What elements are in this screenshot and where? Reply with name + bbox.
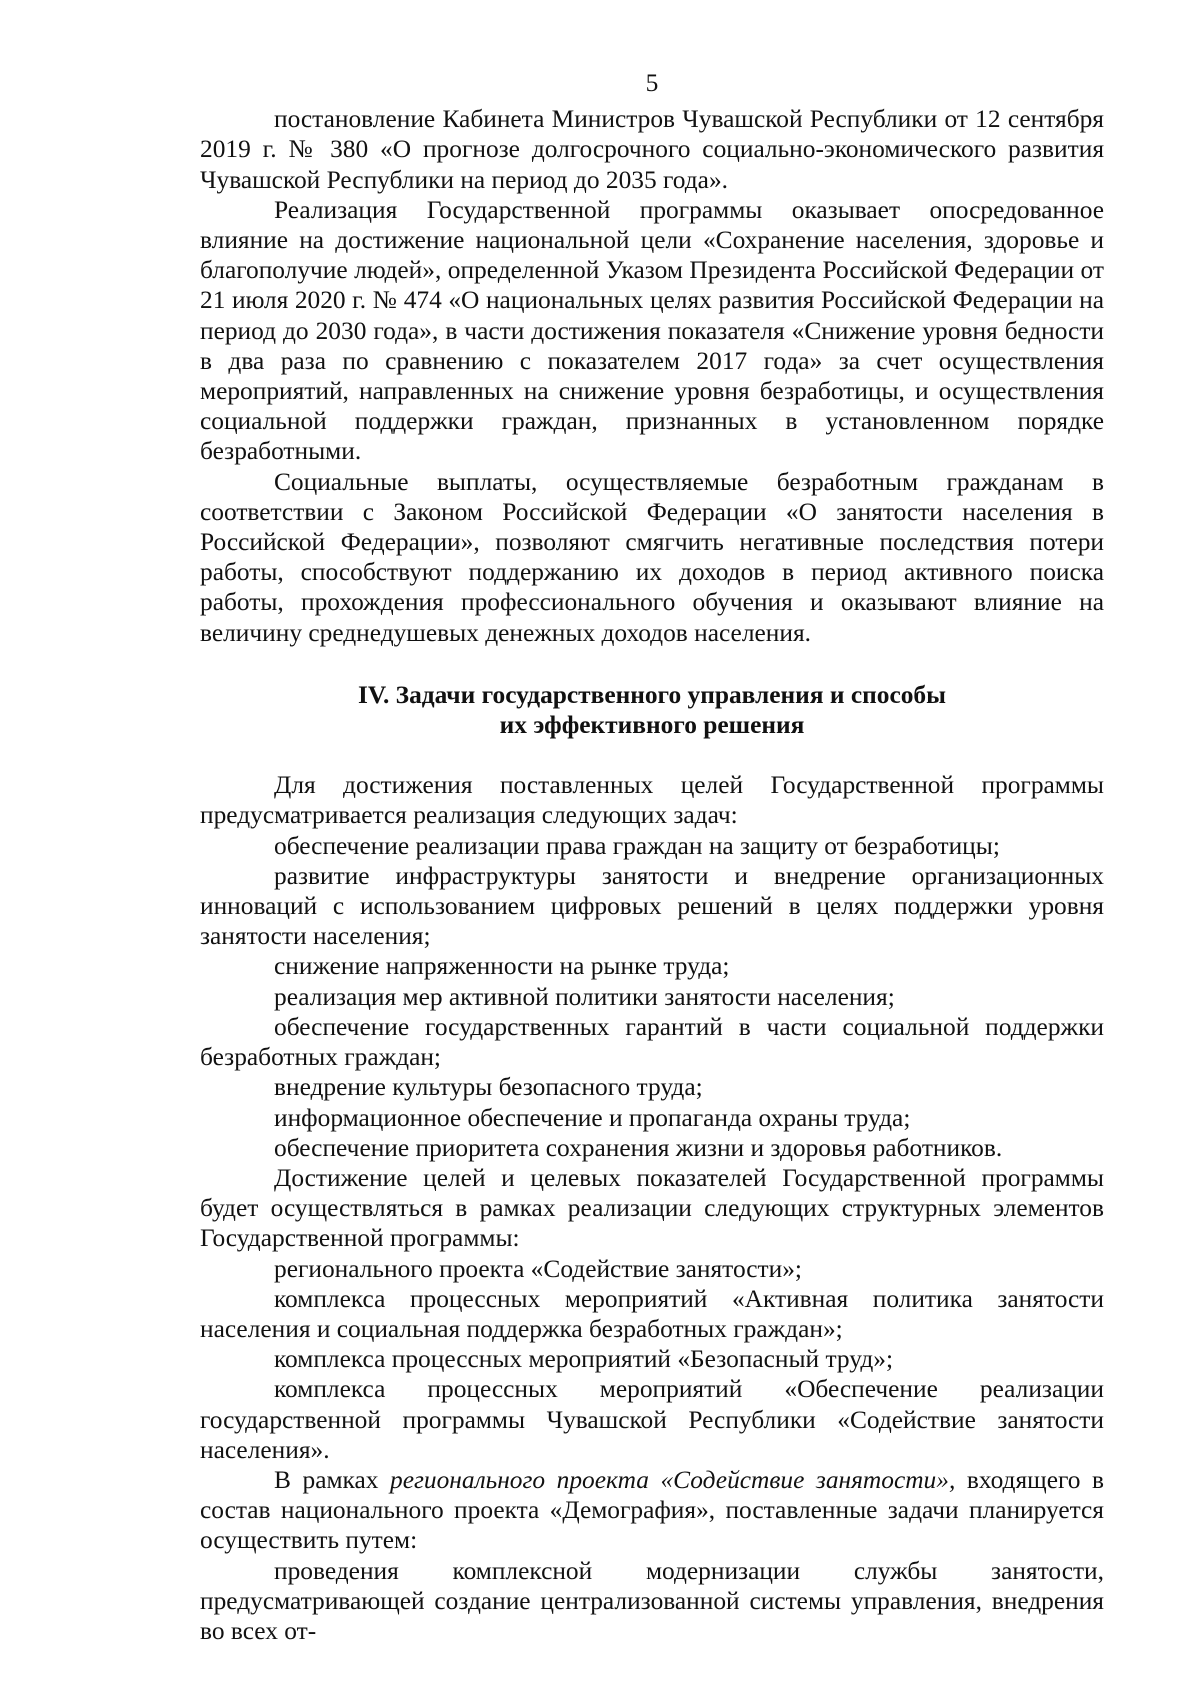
- paragraph-social-payments: Социальные выплаты, осуществляемые безработным гражданам в соответствии с Законом Российской Федерации «О занятости населения в Российской Федерации», позволяют смягчить негативные последствия потери работы, способствуют поддержанию их доходов в период активного поиска работы, прохождения профессионального обучения и оказывают влияние на величину среднедушевых денежных доходов населения.: [200, 467, 1104, 647]
- regional-prefix: В рамках: [274, 1465, 391, 1494]
- task-item: снижение напряженности на рынке труда;: [274, 952, 730, 981]
- document-page: [200, 68, 1104, 1646]
- structural-element-item: комплекса процессных мероприятий «Безопасный труд»;: [274, 1345, 894, 1374]
- regional-italic: регионального проекта «Содействие занятости»,: [390, 1465, 956, 1494]
- task-item: обеспечение реализации права граждан на защиту от безработицы;: [274, 831, 1000, 860]
- regional-suffix: входящего в состав национального проекта «Демография», поставленные задачи планируется осуществить путем:: [200, 1465, 1104, 1555]
- page-number: 5: [645, 69, 659, 97]
- section-title-line-2: их эффективного решения: [499, 711, 805, 740]
- structural-element-item: комплекса процессных мероприятий «Активная политика занятости населения и социальная поддержка безработных граждан»;: [200, 1284, 1104, 1343]
- task-item: реализация мер активной политики занятости населения;: [274, 982, 895, 1011]
- structural-element-item: комплекса процессных мероприятий «Обеспечение реализации государственной программы Чувашской Республики «Содействие занятости населения».: [200, 1375, 1104, 1464]
- task-item: обеспечение государственных гарантий в части социальной поддержки безработных граждан;: [200, 1012, 1104, 1072]
- paragraph-tasks-intro: Для достижения поставленных целей Государственной программы предусматривается реализация следующих задач:: [200, 771, 1104, 830]
- task-item: развитие инфраструктуры занятости и внедрение организационных инноваций с использованием цифровых решений в целях поддержки уровня занятости населения;: [200, 861, 1104, 951]
- section-title: [200, 680, 1104, 740]
- paragraph-structural-elements: Достижение целей и целевых показателей Государственной программы будет осуществляться в рамках реализации следующих структурных элементов Государственной программы:: [200, 1163, 1104, 1253]
- paragraph-modernization: проведения комплексной модернизации службы занятости, предусматривающей создание централизованной системы управления, внедрения во всех от-: [200, 1556, 1104, 1645]
- task-item: информационное обеспечение и пропаганда охраны труда;: [274, 1103, 911, 1132]
- paragraph-resolution: постановление Кабинета Министров Чувашской Республики от 12 сентября 2019 г. № 380 «О прогнозе долгосрочного социально-экономического развития Чувашской Республики на период до 2035 года».: [200, 105, 1104, 194]
- paragraph-regional-project: [200, 1465, 1104, 1556]
- task-item: внедрение культуры безопасного труда;: [274, 1073, 703, 1102]
- paragraph-national-goal: Реализация Государственной программы оказывает опосредованное влияние на достижение национальной цели «Сохранение населения, здоровье и благополучие людей», определенной Указом Президента Российской Федерации от 21 июля 2020 г. № 474 «О национальных целях развития Российской Федерации на период до 2030 года», в части достижения показателя «Снижение уровня бедности в два раза по сравнению с показателем 2017 года» за счет осуществления мероприятий, направленных на снижение уровня безработицы, и осуществления социальной поддержки граждан, признанных в установленном порядке безработными.: [200, 195, 1104, 466]
- task-item: обеспечение приоритета сохранения жизни и здоровья работников.: [274, 1133, 1003, 1162]
- section-title-line-1: IV. Задачи государственного управления и способы: [358, 680, 946, 709]
- structural-element-item: регионального проекта «Содействие занятости»;: [274, 1254, 802, 1283]
